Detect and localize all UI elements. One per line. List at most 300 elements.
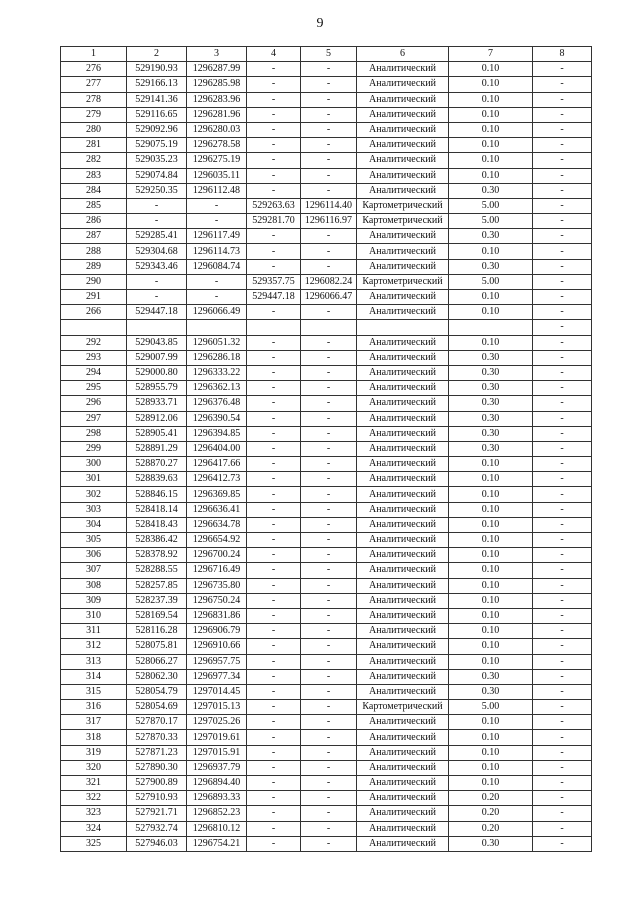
coord-y-cell: 1296852.23 [187,806,247,821]
table-row [61,517,592,532]
coord-x-cell: 528933.71 [127,396,187,411]
point-number-cell: 290 [61,274,127,289]
accuracy-cell: 0.10 [449,472,533,487]
coord-y-alt-cell: - [301,624,357,639]
point-number-cell: 266 [61,305,127,320]
method-cell: Аналитический [357,502,449,517]
accuracy-cell: 0.10 [449,168,533,183]
coord-x-alt-cell: 529447.18 [247,290,301,305]
note-cell: - [533,472,592,487]
method-cell: Аналитический [357,776,449,791]
coord-y-cell: 1296369.85 [187,487,247,502]
coord-y-cell: 1296376.48 [187,396,247,411]
note-cell: - [533,624,592,639]
note-cell: - [533,426,592,441]
table-row [61,350,592,365]
coord-x-alt-cell: - [247,836,301,851]
method-cell: Аналитический [357,441,449,456]
coord-y-alt-cell: - [301,350,357,365]
point-number-cell: 283 [61,168,127,183]
coord-x-alt-cell: 529357.75 [247,274,301,289]
table-row [61,791,592,806]
method-cell: Аналитический [357,290,449,305]
method-cell: Аналитический [357,472,449,487]
table-row [61,274,592,289]
note-cell: - [533,548,592,563]
coord-x-cell: 527910.93 [127,791,187,806]
coord-y-alt-cell: - [301,563,357,578]
coord-y-alt-cell: - [301,441,357,456]
method-cell: Аналитический [357,791,449,806]
coord-x-cell: 529043.85 [127,335,187,350]
accuracy-cell: 0.30 [449,411,533,426]
coord-x-alt-cell: - [247,578,301,593]
method-cell: Аналитический [357,259,449,274]
coord-x-cell: 528288.55 [127,563,187,578]
coord-y-alt-cell: - [301,305,357,320]
point-number-cell: 305 [61,533,127,548]
table-row [61,806,592,821]
method-cell: Аналитический [357,426,449,441]
column-header: 1 [61,47,127,62]
method-cell: Аналитический [357,305,449,320]
coord-y-alt-cell [301,320,357,335]
note-cell: - [533,198,592,213]
coord-x-cell: - [127,290,187,305]
method-cell: Аналитический [357,381,449,396]
point-number-cell: 302 [61,487,127,502]
accuracy-cell: 0.10 [449,639,533,654]
coord-x-alt-cell: - [247,806,301,821]
coord-y-alt-cell: - [301,548,357,563]
note-cell: - [533,381,592,396]
coord-x-cell: 529447.18 [127,305,187,320]
point-number-cell: 294 [61,365,127,380]
coord-y-cell: - [187,274,247,289]
column-header: 8 [533,47,592,62]
coord-y-cell: 1296051.32 [187,335,247,350]
coord-x-alt-cell: - [247,381,301,396]
coord-x-alt-cell: - [247,244,301,259]
accuracy-cell: 0.10 [449,290,533,305]
coord-y-cell: 1296275.19 [187,153,247,168]
table-row [61,533,592,548]
accuracy-cell: 0.30 [449,684,533,699]
accuracy-cell: 0.10 [449,578,533,593]
method-cell: Аналитический [357,77,449,92]
accuracy-cell: 0.10 [449,138,533,153]
accuracy-cell: 0.10 [449,593,533,608]
coord-y-alt-cell: - [301,760,357,775]
coord-x-cell: 528378.92 [127,548,187,563]
accuracy-cell: 0.10 [449,517,533,532]
point-number-cell: 277 [61,77,127,92]
accuracy-cell: 0.10 [449,457,533,472]
note-cell: - [533,684,592,699]
coord-x-alt-cell: - [247,122,301,137]
accuracy-cell: 0.10 [449,548,533,563]
table-row [61,396,592,411]
coord-x-alt-cell: - [247,107,301,122]
coord-y-cell: 1296404.00 [187,441,247,456]
note-cell: - [533,639,592,654]
note-cell: - [533,396,592,411]
accuracy-cell: 0.10 [449,107,533,122]
coord-x-alt-cell: - [247,745,301,760]
coord-y-cell: 1296287.99 [187,62,247,77]
note-cell: - [533,745,592,760]
accuracy-cell: 0.10 [449,715,533,730]
accuracy-cell: 0.10 [449,624,533,639]
coord-y-cell: 1296117.49 [187,229,247,244]
method-cell: Аналитический [357,608,449,623]
accuracy-cell: 0.20 [449,806,533,821]
method-cell: Аналитический [357,684,449,699]
coord-x-alt-cell: - [247,472,301,487]
coord-x-cell: 529250.35 [127,183,187,198]
table-row [61,335,592,350]
table-row [61,578,592,593]
coord-x-alt-cell: - [247,426,301,441]
note-cell: - [533,138,592,153]
accuracy-cell: 0.10 [449,62,533,77]
table-row [61,684,592,699]
coord-x-alt-cell: - [247,502,301,517]
coord-x-alt-cell: - [247,457,301,472]
method-cell: Аналитический [357,760,449,775]
point-number-cell: 299 [61,441,127,456]
point-number-cell: 297 [61,411,127,426]
table-row [61,654,592,669]
accuracy-cell: 0.10 [449,335,533,350]
accuracy-cell: 0.30 [449,350,533,365]
coord-y-alt-cell: - [301,502,357,517]
coord-x-alt-cell: - [247,183,301,198]
coord-y-alt-cell: - [301,700,357,715]
coord-x-alt-cell: - [247,760,301,775]
accuracy-cell: 0.10 [449,533,533,548]
note-cell: - [533,229,592,244]
coord-x-alt-cell: - [247,654,301,669]
coord-y-cell: 1296735.80 [187,578,247,593]
coord-y-alt-cell: - [301,684,357,699]
table-row [61,365,592,380]
coord-y-cell: 1296362.13 [187,381,247,396]
coord-x-alt-cell: - [247,533,301,548]
coord-x-alt-cell: - [247,229,301,244]
coord-y-alt-cell: - [301,669,357,684]
coord-y-alt-cell: - [301,365,357,380]
coord-y-alt-cell: 1296116.97 [301,214,357,229]
coord-x-cell: 529343.46 [127,259,187,274]
note-cell: - [533,259,592,274]
coord-y-alt-cell: - [301,183,357,198]
table-row [61,700,592,715]
coord-y-alt-cell: 1296114.40 [301,198,357,213]
point-number-cell: 306 [61,548,127,563]
point-number-cell: 314 [61,669,127,684]
coord-y-alt-cell: - [301,168,357,183]
coord-x-cell: 528912.06 [127,411,187,426]
point-number-cell: 315 [61,684,127,699]
note-cell: - [533,107,592,122]
table-row [61,77,592,92]
note-cell: - [533,700,592,715]
coord-x-cell: 527871.23 [127,745,187,760]
coord-y-cell: 1296716.49 [187,563,247,578]
method-cell: Аналитический [357,639,449,654]
coord-y-alt-cell: - [301,730,357,745]
coord-x-alt-cell: - [247,62,301,77]
accuracy-cell: 0.20 [449,821,533,836]
coord-x-cell: 528386.42 [127,533,187,548]
coord-x-cell: 527890.30 [127,760,187,775]
method-cell: Аналитический [357,836,449,851]
coord-x-alt-cell: - [247,517,301,532]
coord-x-cell: 527932.74 [127,821,187,836]
coord-y-cell: 1296700.24 [187,548,247,563]
accuracy-cell: 0.20 [449,791,533,806]
note-cell: - [533,77,592,92]
method-cell: Аналитический [357,593,449,608]
coord-x-alt-cell: - [247,608,301,623]
coord-y-cell: - [187,290,247,305]
coord-y-alt-cell: - [301,77,357,92]
coord-x-cell: 528116.28 [127,624,187,639]
point-number-cell: 296 [61,396,127,411]
accuracy-cell: 0.30 [449,441,533,456]
table-row [61,259,592,274]
coord-x-cell: 529166.13 [127,77,187,92]
note-cell: - [533,168,592,183]
method-cell: Аналитический [357,107,449,122]
column-header: 5 [301,47,357,62]
accuracy-cell: 0.30 [449,426,533,441]
coord-x-alt-cell: - [247,669,301,684]
coord-x-cell: 529116.65 [127,107,187,122]
coord-y-alt-cell: - [301,411,357,426]
note-cell: - [533,411,592,426]
table-body [61,47,592,852]
coord-x-alt-cell: - [247,365,301,380]
note-cell: - [533,350,592,365]
coord-y-alt-cell: - [301,821,357,836]
coord-x-cell: 527921.71 [127,806,187,821]
note-cell: - [533,654,592,669]
table-row [61,426,592,441]
coord-x-alt-cell: - [247,487,301,502]
note-cell: - [533,305,592,320]
coord-x-alt-cell: - [247,684,301,699]
note-cell: - [533,608,592,623]
coord-x-cell: 529000.80 [127,365,187,380]
coord-y-alt-cell: - [301,593,357,608]
accuracy-cell [449,320,533,335]
table-row [61,229,592,244]
coord-y-alt-cell: - [301,381,357,396]
coord-x-alt-cell: - [247,730,301,745]
coord-y-cell: 1297019.61 [187,730,247,745]
coord-x-cell: 527900.89 [127,776,187,791]
accuracy-cell: 0.10 [449,776,533,791]
coord-y-cell: 1296333.22 [187,365,247,380]
coord-y-cell: 1296281.96 [187,107,247,122]
accuracy-cell: 0.30 [449,365,533,380]
coord-y-alt-cell: - [301,487,357,502]
accuracy-cell: 0.30 [449,381,533,396]
note-cell: - [533,806,592,821]
accuracy-cell: 0.10 [449,487,533,502]
coord-y-cell: 1296390.54 [187,411,247,426]
coord-x-cell: 528075.81 [127,639,187,654]
coord-y-cell: 1296893.33 [187,791,247,806]
coord-x-cell: 528839.63 [127,472,187,487]
coord-y-alt-cell: - [301,259,357,274]
coord-y-cell: 1296280.03 [187,122,247,137]
table-row [61,153,592,168]
column-header: 6 [357,47,449,62]
coord-y-cell: 1296894.40 [187,776,247,791]
method-cell: Аналитический [357,548,449,563]
coord-y-alt-cell: - [301,229,357,244]
coord-y-cell: 1297015.91 [187,745,247,760]
table-row [61,62,592,77]
point-number-cell: 292 [61,335,127,350]
accuracy-cell: 0.10 [449,563,533,578]
table-row [61,487,592,502]
note-cell: - [533,563,592,578]
accuracy-cell: 0.30 [449,836,533,851]
point-number-cell: 300 [61,457,127,472]
point-number-cell: 288 [61,244,127,259]
note-cell: - [533,533,592,548]
method-cell: Аналитический [357,457,449,472]
table-row [61,593,592,608]
coord-x-cell: 529075.19 [127,138,187,153]
coord-x-cell: 528846.15 [127,487,187,502]
point-number-cell: 320 [61,760,127,775]
note-cell: - [533,214,592,229]
accuracy-cell: 0.10 [449,122,533,137]
note-cell: - [533,517,592,532]
table-row [61,168,592,183]
coord-x-alt-cell: - [247,77,301,92]
method-cell: Аналитический [357,229,449,244]
method-cell: Аналитический [357,533,449,548]
coord-x-cell: 528905.41 [127,426,187,441]
note-cell: - [533,730,592,745]
table-row [61,214,592,229]
accuracy-cell: 0.10 [449,745,533,760]
coord-y-cell: - [187,198,247,213]
coord-x-cell: 529304.68 [127,244,187,259]
point-number-cell: 325 [61,836,127,851]
coord-y-cell: 1296906.79 [187,624,247,639]
point-number-cell: 310 [61,608,127,623]
coord-y-cell: 1296831.86 [187,608,247,623]
coord-x-alt-cell [247,320,301,335]
table-row [61,411,592,426]
table-row [61,198,592,213]
table-row [61,669,592,684]
point-number-cell: 279 [61,107,127,122]
point-number-cell: 317 [61,715,127,730]
coordinates-table [60,46,592,852]
accuracy-cell: 0.10 [449,654,533,669]
coord-x-cell: 527870.33 [127,730,187,745]
accuracy-cell: 0.30 [449,669,533,684]
coord-y-cell: 1297025.26 [187,715,247,730]
point-number-cell: 318 [61,730,127,745]
method-cell: Аналитический [357,730,449,745]
method-cell: Аналитический [357,153,449,168]
point-number-cell: 307 [61,563,127,578]
accuracy-cell: 5.00 [449,198,533,213]
coord-x-cell: 528418.43 [127,517,187,532]
table-row [61,836,592,851]
point-number-cell: 280 [61,122,127,137]
note-cell: - [533,335,592,350]
method-cell: Аналитический [357,745,449,760]
coord-y-alt-cell: - [301,396,357,411]
method-cell: Аналитический [357,122,449,137]
accuracy-cell: 5.00 [449,700,533,715]
method-cell: Аналитический [357,244,449,259]
accuracy-cell: 0.10 [449,760,533,775]
note-cell: - [533,776,592,791]
point-number-cell: 291 [61,290,127,305]
method-cell: Аналитический [357,563,449,578]
table-row [61,244,592,259]
point-number-cell: 309 [61,593,127,608]
method-cell: Картометрический [357,700,449,715]
note-cell: - [533,183,592,198]
accuracy-cell: 0.10 [449,153,533,168]
column-header: 7 [449,47,533,62]
method-cell: Аналитический [357,487,449,502]
coord-x-alt-cell: - [247,776,301,791]
coord-y-alt-cell: - [301,153,357,168]
point-number-cell: 313 [61,654,127,669]
column-header: 3 [187,47,247,62]
note-cell: - [533,791,592,806]
table-row [61,639,592,654]
coord-x-alt-cell: - [247,715,301,730]
point-number-cell: 298 [61,426,127,441]
table-row [61,760,592,775]
method-cell: Аналитический [357,517,449,532]
point-number-cell: 293 [61,350,127,365]
coord-y-cell: 1296286.18 [187,350,247,365]
note-cell: - [533,593,592,608]
accuracy-cell: 0.10 [449,730,533,745]
note-cell: - [533,365,592,380]
coord-y-alt-cell: 1296082.24 [301,274,357,289]
method-cell [357,320,449,335]
coord-y-cell: 1296957.75 [187,654,247,669]
table-row [61,138,592,153]
point-number-cell: 324 [61,821,127,836]
coord-y-alt-cell: 1296066.47 [301,290,357,305]
note-cell: - [533,578,592,593]
point-number-cell: 285 [61,198,127,213]
method-cell: Аналитический [357,365,449,380]
accuracy-cell: 0.30 [449,229,533,244]
coord-x-alt-cell: 529281.70 [247,214,301,229]
note-cell: - [533,290,592,305]
coord-x-cell: 528891.29 [127,441,187,456]
coord-y-cell: 1297015.13 [187,700,247,715]
